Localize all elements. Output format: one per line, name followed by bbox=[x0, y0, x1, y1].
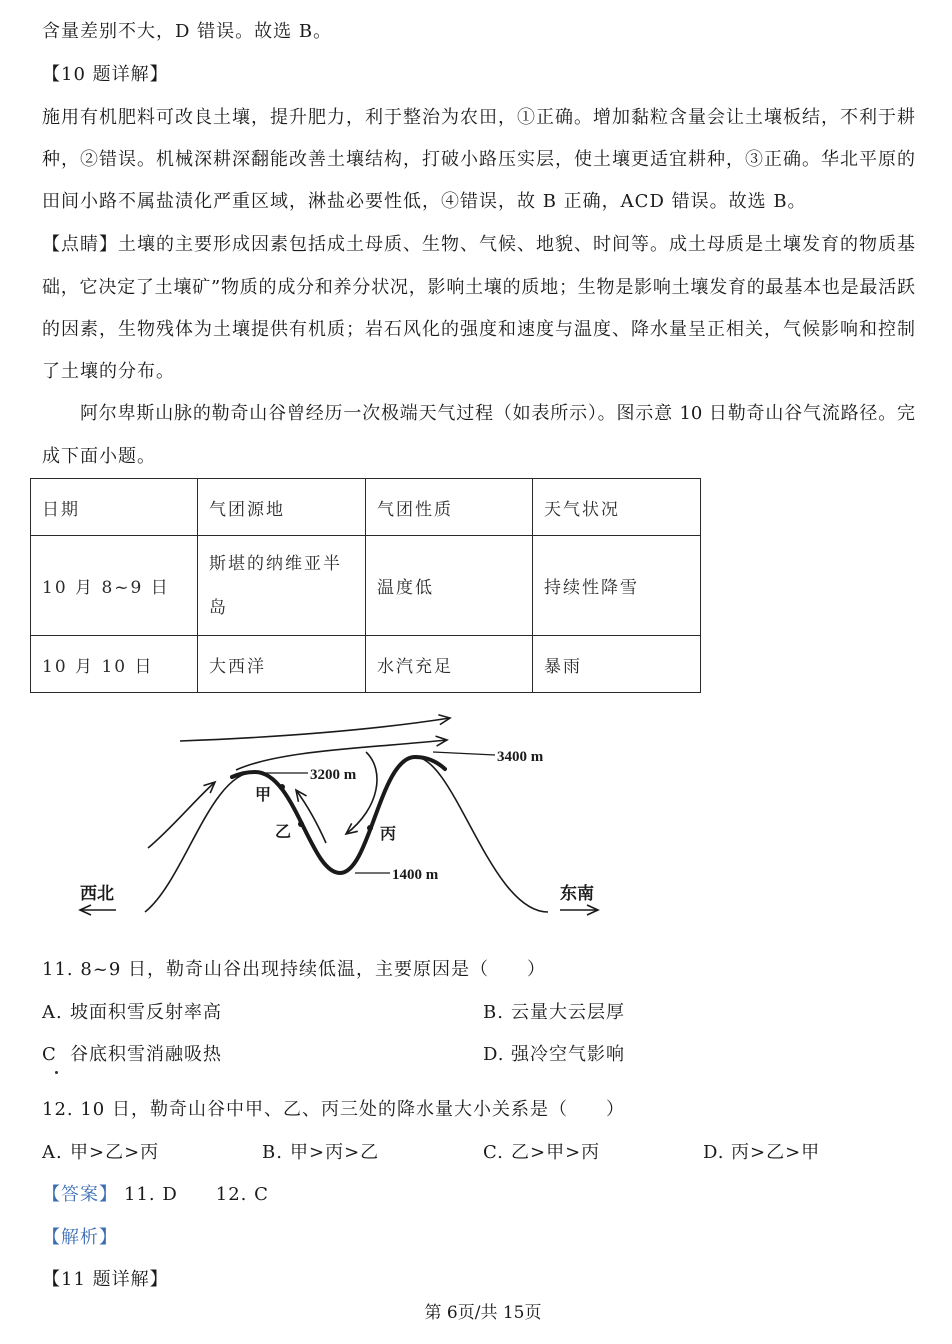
option-label: D. bbox=[483, 1044, 505, 1065]
table-row bbox=[31, 636, 701, 693]
option-label: D. bbox=[703, 1142, 725, 1163]
option-label: A. bbox=[42, 1142, 63, 1163]
answer-line bbox=[42, 1183, 269, 1207]
q10-detail-line: 种，②错误。机械深耕深翻能改善土壤结构，打破小路压实层，使土壤更适宜耕种，③正确。华北平原的 bbox=[42, 149, 915, 170]
airflow-arrow-upper bbox=[236, 740, 447, 770]
table-cell-text: 斯堪的纳维亚半岛 bbox=[209, 553, 342, 618]
valley-airflow-diagram bbox=[0, 700, 952, 930]
table-cell: 温度低 bbox=[366, 536, 533, 636]
option-text: 乙>甲>丙 bbox=[511, 1142, 601, 1163]
page-number: 第 6页/共 15页 bbox=[424, 1303, 542, 1323]
option-label: B. bbox=[262, 1142, 283, 1163]
table-cell: 持续性降雪 bbox=[533, 536, 701, 636]
option-text: 强冷空气影响 bbox=[511, 1044, 625, 1065]
prev-answer-tail: 含量差别不大，D 错误。故选 B。 bbox=[42, 21, 333, 42]
leader-line-3400 bbox=[433, 752, 495, 755]
q11-detail-heading: 【11 题详解】 bbox=[42, 1269, 169, 1290]
intro-line: 阿尔卑斯山脉的勒奇山谷曾经历一次极端天气过程（如表所示）。图示意 10 日勒奇山谷气流路径。完 bbox=[80, 403, 915, 424]
table-cell: 10 月 8~9 日 bbox=[31, 536, 198, 636]
q12-stem: 12. 10 日，勒奇山谷中甲、乙、丙三处的降水量大小关系是（ ） bbox=[42, 1099, 625, 1120]
airflow-arrow-windward bbox=[148, 782, 215, 848]
option-label: A. bbox=[42, 1002, 63, 1023]
point-jia-dot bbox=[279, 784, 285, 790]
airflow-arrow-top bbox=[180, 718, 450, 741]
option-text: 丙>乙>甲 bbox=[731, 1142, 821, 1163]
answer-item: 11. D bbox=[124, 1184, 178, 1205]
q10-detail-line: 施用有机肥料可改良土壤，提升肥力，利于整治为农田，①正确。增加黏粒含量会让土壤板结，不利于耕 bbox=[42, 107, 915, 128]
q12-option-c bbox=[483, 1141, 600, 1165]
point-yi-dot bbox=[298, 821, 304, 827]
option-text: 坡面积雪反射率高 bbox=[70, 1002, 222, 1023]
option-text: 云量大云层厚 bbox=[511, 1002, 625, 1023]
option-label: B. bbox=[483, 1002, 504, 1023]
tip-line-text: 土壤的主要形成因素包括成土母质、生物、气候、地貌、时间等。成土母质是土壤发育的物质基 bbox=[118, 234, 915, 255]
q11-option-d bbox=[483, 1043, 625, 1067]
stray-dot-mark bbox=[55, 1071, 58, 1074]
q10-detail-heading: 【10 题详解】 bbox=[42, 64, 169, 85]
label-point-bing: 丙 bbox=[380, 824, 397, 843]
label-1400m: 1400 m bbox=[392, 867, 439, 883]
q11-option-c bbox=[42, 1043, 222, 1067]
tip-label: 【点睛】 bbox=[42, 234, 118, 255]
option-label: C. bbox=[483, 1142, 504, 1163]
q11-option-b bbox=[483, 1001, 625, 1025]
tip-line bbox=[42, 233, 915, 257]
option-text: 甲>丙>乙 bbox=[290, 1142, 380, 1163]
table-header-cell: 天气状况 bbox=[533, 479, 701, 536]
analysis-label: 【解析】 bbox=[42, 1227, 118, 1248]
q12-option-d bbox=[703, 1141, 820, 1165]
tip-line: 础，它决定了土壤矿”物质的成分和养分状况，影响土壤的质地；生物是影响土壤发育的最基本也是最活跃 bbox=[42, 277, 915, 298]
q10-detail-line: 田间小路不属盐渍化严重区域，淋盐必要性低，④错误，故 B 正确，ACD 错误。故选 B。 bbox=[42, 191, 807, 212]
table-cell: 大西洋 bbox=[198, 636, 366, 693]
label-point-jia: 甲 bbox=[255, 785, 272, 804]
tip-line: 的因素，生物残体为土壤提供有机质；岩石风化的强度和速度与温度、降水量呈正相关，气候影响和控制 bbox=[42, 319, 915, 340]
tip-line: 了土壤的分布。 bbox=[42, 361, 175, 382]
label-3200m: 3200 m bbox=[310, 767, 357, 783]
table-header-row bbox=[31, 479, 701, 536]
label-southeast: 东南 bbox=[560, 884, 594, 904]
weather-table bbox=[30, 478, 701, 693]
point-bing-dot bbox=[367, 825, 373, 831]
q11-option-a bbox=[42, 1001, 222, 1025]
table-row bbox=[31, 536, 701, 636]
table-header-cell: 日期 bbox=[31, 479, 198, 536]
intro-line: 成下面小题。 bbox=[42, 446, 156, 467]
table-cell: 暴雨 bbox=[533, 636, 701, 693]
option-text: 谷底积雪消融吸热 bbox=[70, 1044, 222, 1065]
answer-label: 【答案】 bbox=[42, 1184, 118, 1205]
option-label: C bbox=[42, 1044, 57, 1065]
label-northwest: 西北 bbox=[80, 884, 114, 904]
table-cell bbox=[198, 536, 366, 636]
table-header-cell: 气团源地 bbox=[198, 479, 366, 536]
q12-option-a bbox=[42, 1141, 159, 1165]
label-point-yi: 乙 bbox=[275, 822, 292, 841]
label-3400m: 3400 m bbox=[497, 749, 544, 765]
option-text: 甲>乙>丙 bbox=[70, 1142, 160, 1163]
table-cell: 10 月 10 日 bbox=[31, 636, 198, 693]
answer-item: 12. C bbox=[215, 1184, 269, 1205]
airflow-arrow-valley-up bbox=[296, 790, 326, 843]
table-cell: 水汽充足 bbox=[366, 636, 533, 693]
q11-stem: 11. 8~9 日，勒奇山谷出现持续低温，主要原因是（ ） bbox=[42, 959, 547, 980]
q12-option-b bbox=[262, 1141, 379, 1165]
table-header-cell: 气团性质 bbox=[366, 479, 533, 536]
